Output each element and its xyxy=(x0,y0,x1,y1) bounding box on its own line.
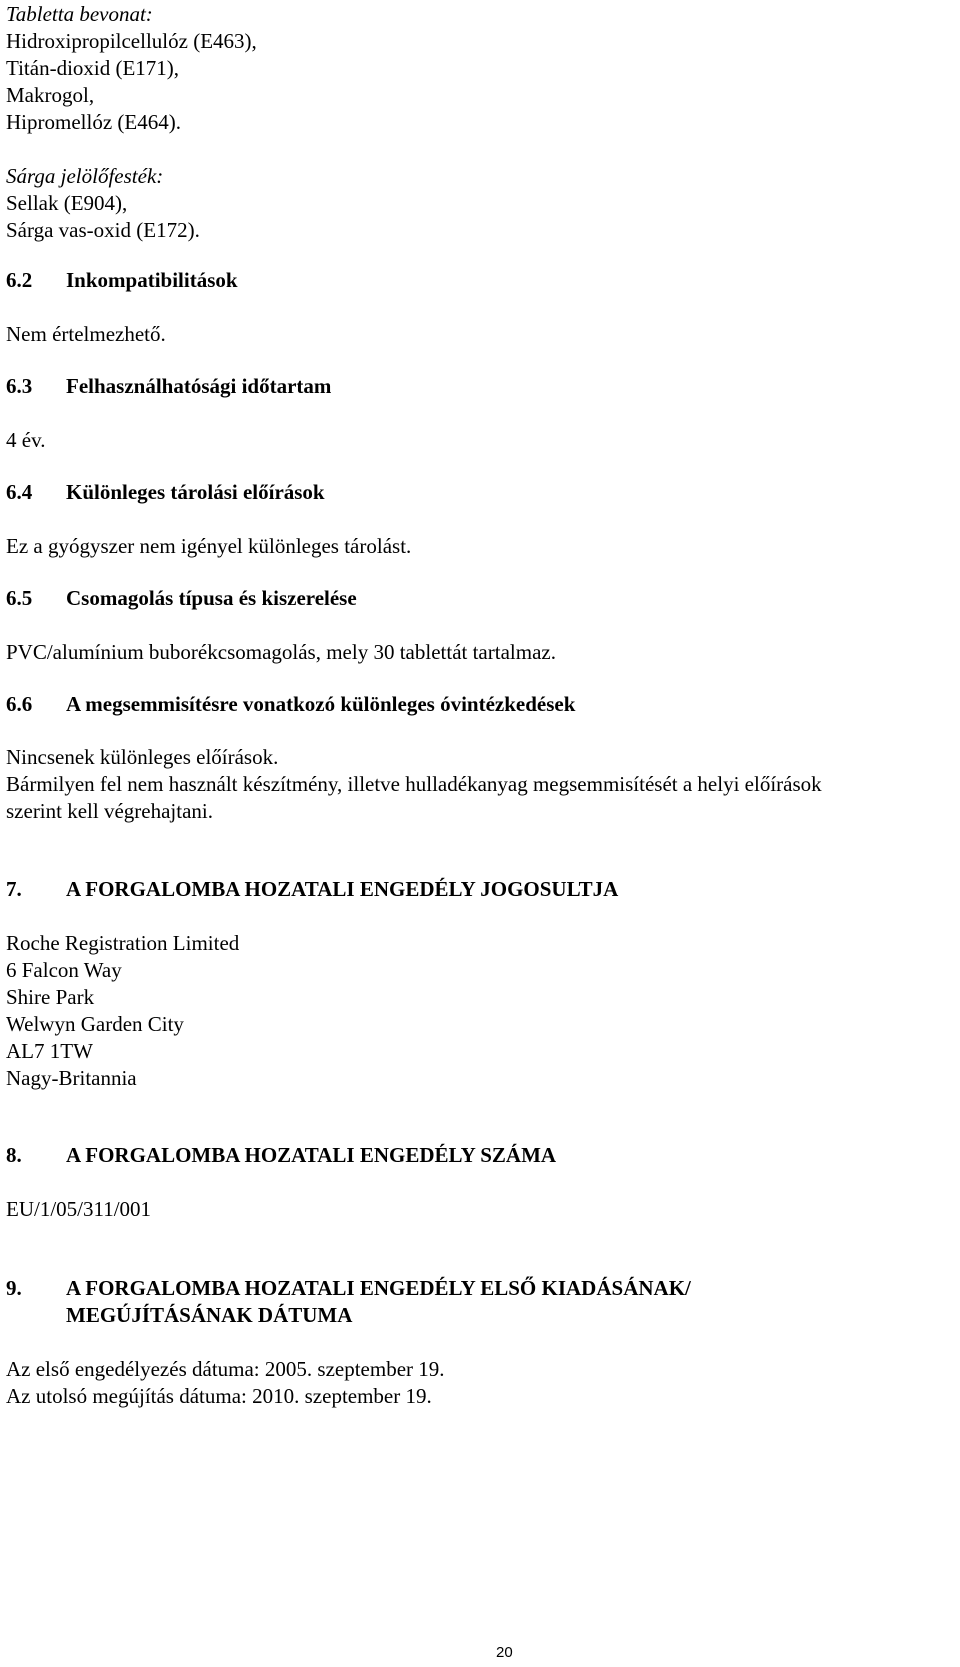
section-number: 8. xyxy=(6,1143,22,1167)
section-number: 6.4 xyxy=(6,480,33,504)
section-body: PVC/alumínium buborékcsomagolás, mely 30 tablettát tartalmaz. xyxy=(6,640,556,664)
section-heading: Csomagolás típusa és kiszerelése xyxy=(66,586,357,610)
section-heading: A FORGALOMBA HOZATALI ENGEDÉLY ELSŐ KIADÁSÁNAK/ xyxy=(66,1276,691,1300)
section-body-line: Az utolsó megújítás dátuma: 2010. szeptember 19. xyxy=(6,1384,432,1408)
address-line: AL7 1TW xyxy=(6,1039,93,1063)
section-heading: A megsemmisítésre vonatkozó különleges óvintézkedések xyxy=(66,692,576,716)
ink-label: Sárga jelölőfesték: xyxy=(6,164,164,188)
excipient-line: Sellak (E904), xyxy=(6,191,128,215)
section-body-line: szerint kell végrehajtani. xyxy=(6,799,213,823)
section-number: 6.2 xyxy=(6,268,33,292)
section-heading: A FORGALOMBA HOZATALI ENGEDÉLY JOGOSULTJA xyxy=(66,877,619,901)
excipient-line: Makrogol, xyxy=(6,83,95,107)
section-body: 4 év. xyxy=(6,428,46,452)
section-body: Nem értelmezhető. xyxy=(6,322,166,346)
excipient-line: Titán-dioxid (E171), xyxy=(6,56,180,80)
address-line: Nagy-Britannia xyxy=(6,1066,137,1090)
section-body-line: Nincsenek különleges előírások. xyxy=(6,745,279,769)
section-heading: Inkompatibilitások xyxy=(66,268,238,292)
address-line: Shire Park xyxy=(6,985,95,1009)
section-body-line: Az első engedélyezés dátuma: 2005. szeptember 19. xyxy=(6,1357,445,1381)
section-body-line: Bármilyen fel nem használt készítmény, illetve hulladékanyag megsemmisítését a helyi előírások xyxy=(6,772,822,796)
section-heading: Különleges tárolási előírások xyxy=(66,480,325,504)
excipient-line: Hidroxipropilcellulóz (E463), xyxy=(6,29,257,53)
address-line: Welwyn Garden City xyxy=(6,1012,184,1036)
section-number: 9. xyxy=(6,1276,22,1300)
page-number: 20 xyxy=(496,1644,513,1661)
section-heading: MEGÚJÍTÁSÁNAK DÁTUMA xyxy=(66,1303,353,1327)
section-heading: Felhasználhatósági időtartam xyxy=(66,374,332,398)
excipient-line: Hipromellóz (E464). xyxy=(6,110,181,134)
section-number: 6.5 xyxy=(6,586,33,610)
address-line: Roche Registration Limited xyxy=(6,931,240,955)
section-number: 6.6 xyxy=(6,692,33,716)
section-body: EU/1/05/311/001 xyxy=(6,1197,152,1221)
section-body: Ez a gyógyszer nem igényel különleges tárolást. xyxy=(6,534,412,558)
excipient-line: Sárga vas-oxid (E172). xyxy=(6,218,200,242)
address-line: 6 Falcon Way xyxy=(6,958,122,982)
tablet-coating-label: Tabletta bevonat: xyxy=(6,2,153,26)
section-number: 6.3 xyxy=(6,374,33,398)
section-heading: A FORGALOMBA HOZATALI ENGEDÉLY SZÁMA xyxy=(66,1143,557,1167)
section-number: 7. xyxy=(6,877,22,901)
